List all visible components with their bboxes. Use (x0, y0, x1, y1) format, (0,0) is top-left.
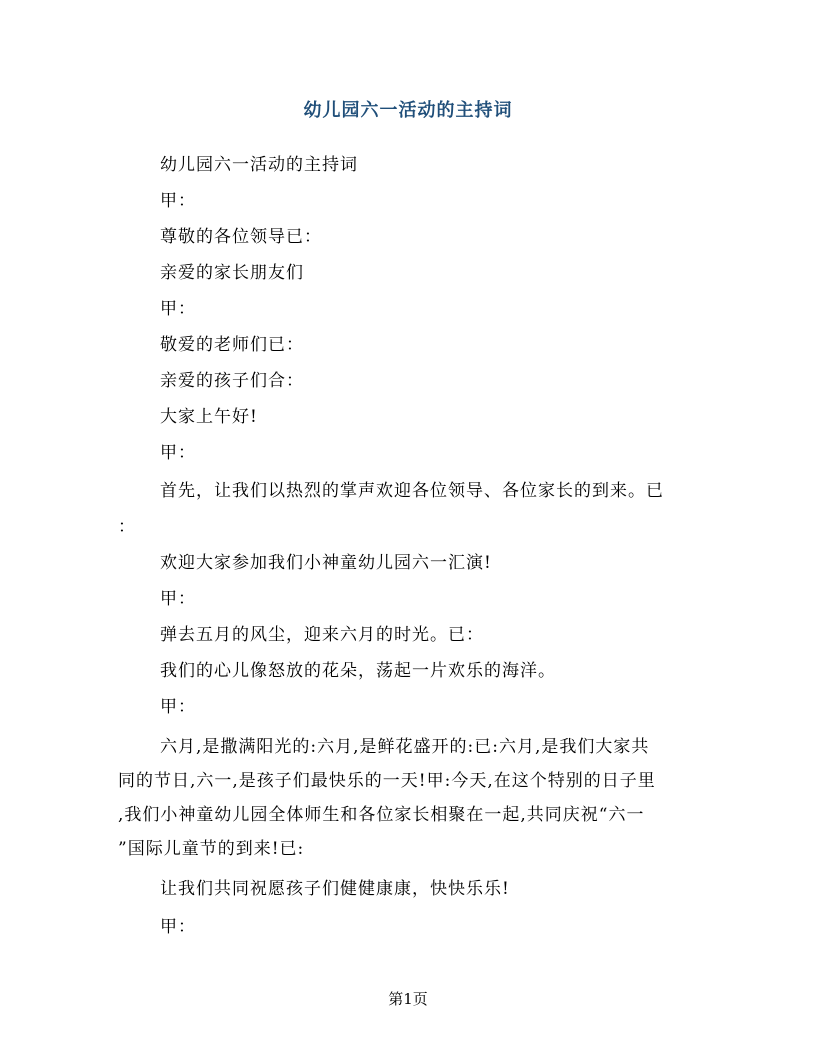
paragraph-line: 欢迎大家参加我们小神童幼儿园六一汇演! (160, 553, 492, 573)
paragraph-line: ,我们小神童幼儿园全体师生和各位家长相聚在一起,共同庆祝“六一 (118, 805, 645, 825)
paragraph-line: 甲： (160, 917, 196, 937)
paragraph-line: 弹去五月的风尘，迎来六月的时光。已： (160, 625, 484, 645)
page-number: 第1页 (388, 990, 428, 1008)
paragraph-line: 同的节日,六一,是孩子们最快乐的一天!甲:今天,在这个特别的日子里 (118, 771, 656, 791)
paragraph-line: 甲： (160, 299, 196, 319)
paragraph-line: ： (118, 517, 136, 537)
paragraph-line: 尊敬的各位领导已： (160, 227, 322, 247)
paragraph-line: 亲爱的家长朋友们 (160, 263, 304, 283)
document-title: 幼儿园六一活动的主持词 (303, 100, 513, 121)
paragraph-line: 让我们共同祝愿孩子们健健康康，快快乐乐! (160, 879, 510, 899)
paragraph-line: 亲爱的孩子们合： (160, 371, 304, 391)
paragraph-line: ”国际儿童节的到来!已: (118, 839, 305, 859)
paragraph-line: 幼儿园六一活动的主持词 (160, 155, 358, 175)
paragraph-line: 大家上午好! (160, 407, 258, 427)
paragraph-line: 甲： (160, 191, 196, 211)
paragraph-line: 敬爱的老师们已： (160, 335, 304, 355)
paragraph-line: 甲： (160, 589, 196, 609)
paragraph-line: 甲： (160, 697, 196, 717)
paragraph-line: 甲： (160, 443, 196, 463)
paragraph-line: 首先，让我们以热烈的掌声欢迎各位领导、各位家长的到来。已 (160, 481, 664, 501)
paragraph-line: 六月,是撒满阳光的:六月,是鲜花盛开的:已:六月,是我们大家共 (160, 737, 650, 757)
paragraph-line: 我们的心儿像怒放的花朵，荡起一片欢乐的海洋。 (160, 661, 556, 681)
